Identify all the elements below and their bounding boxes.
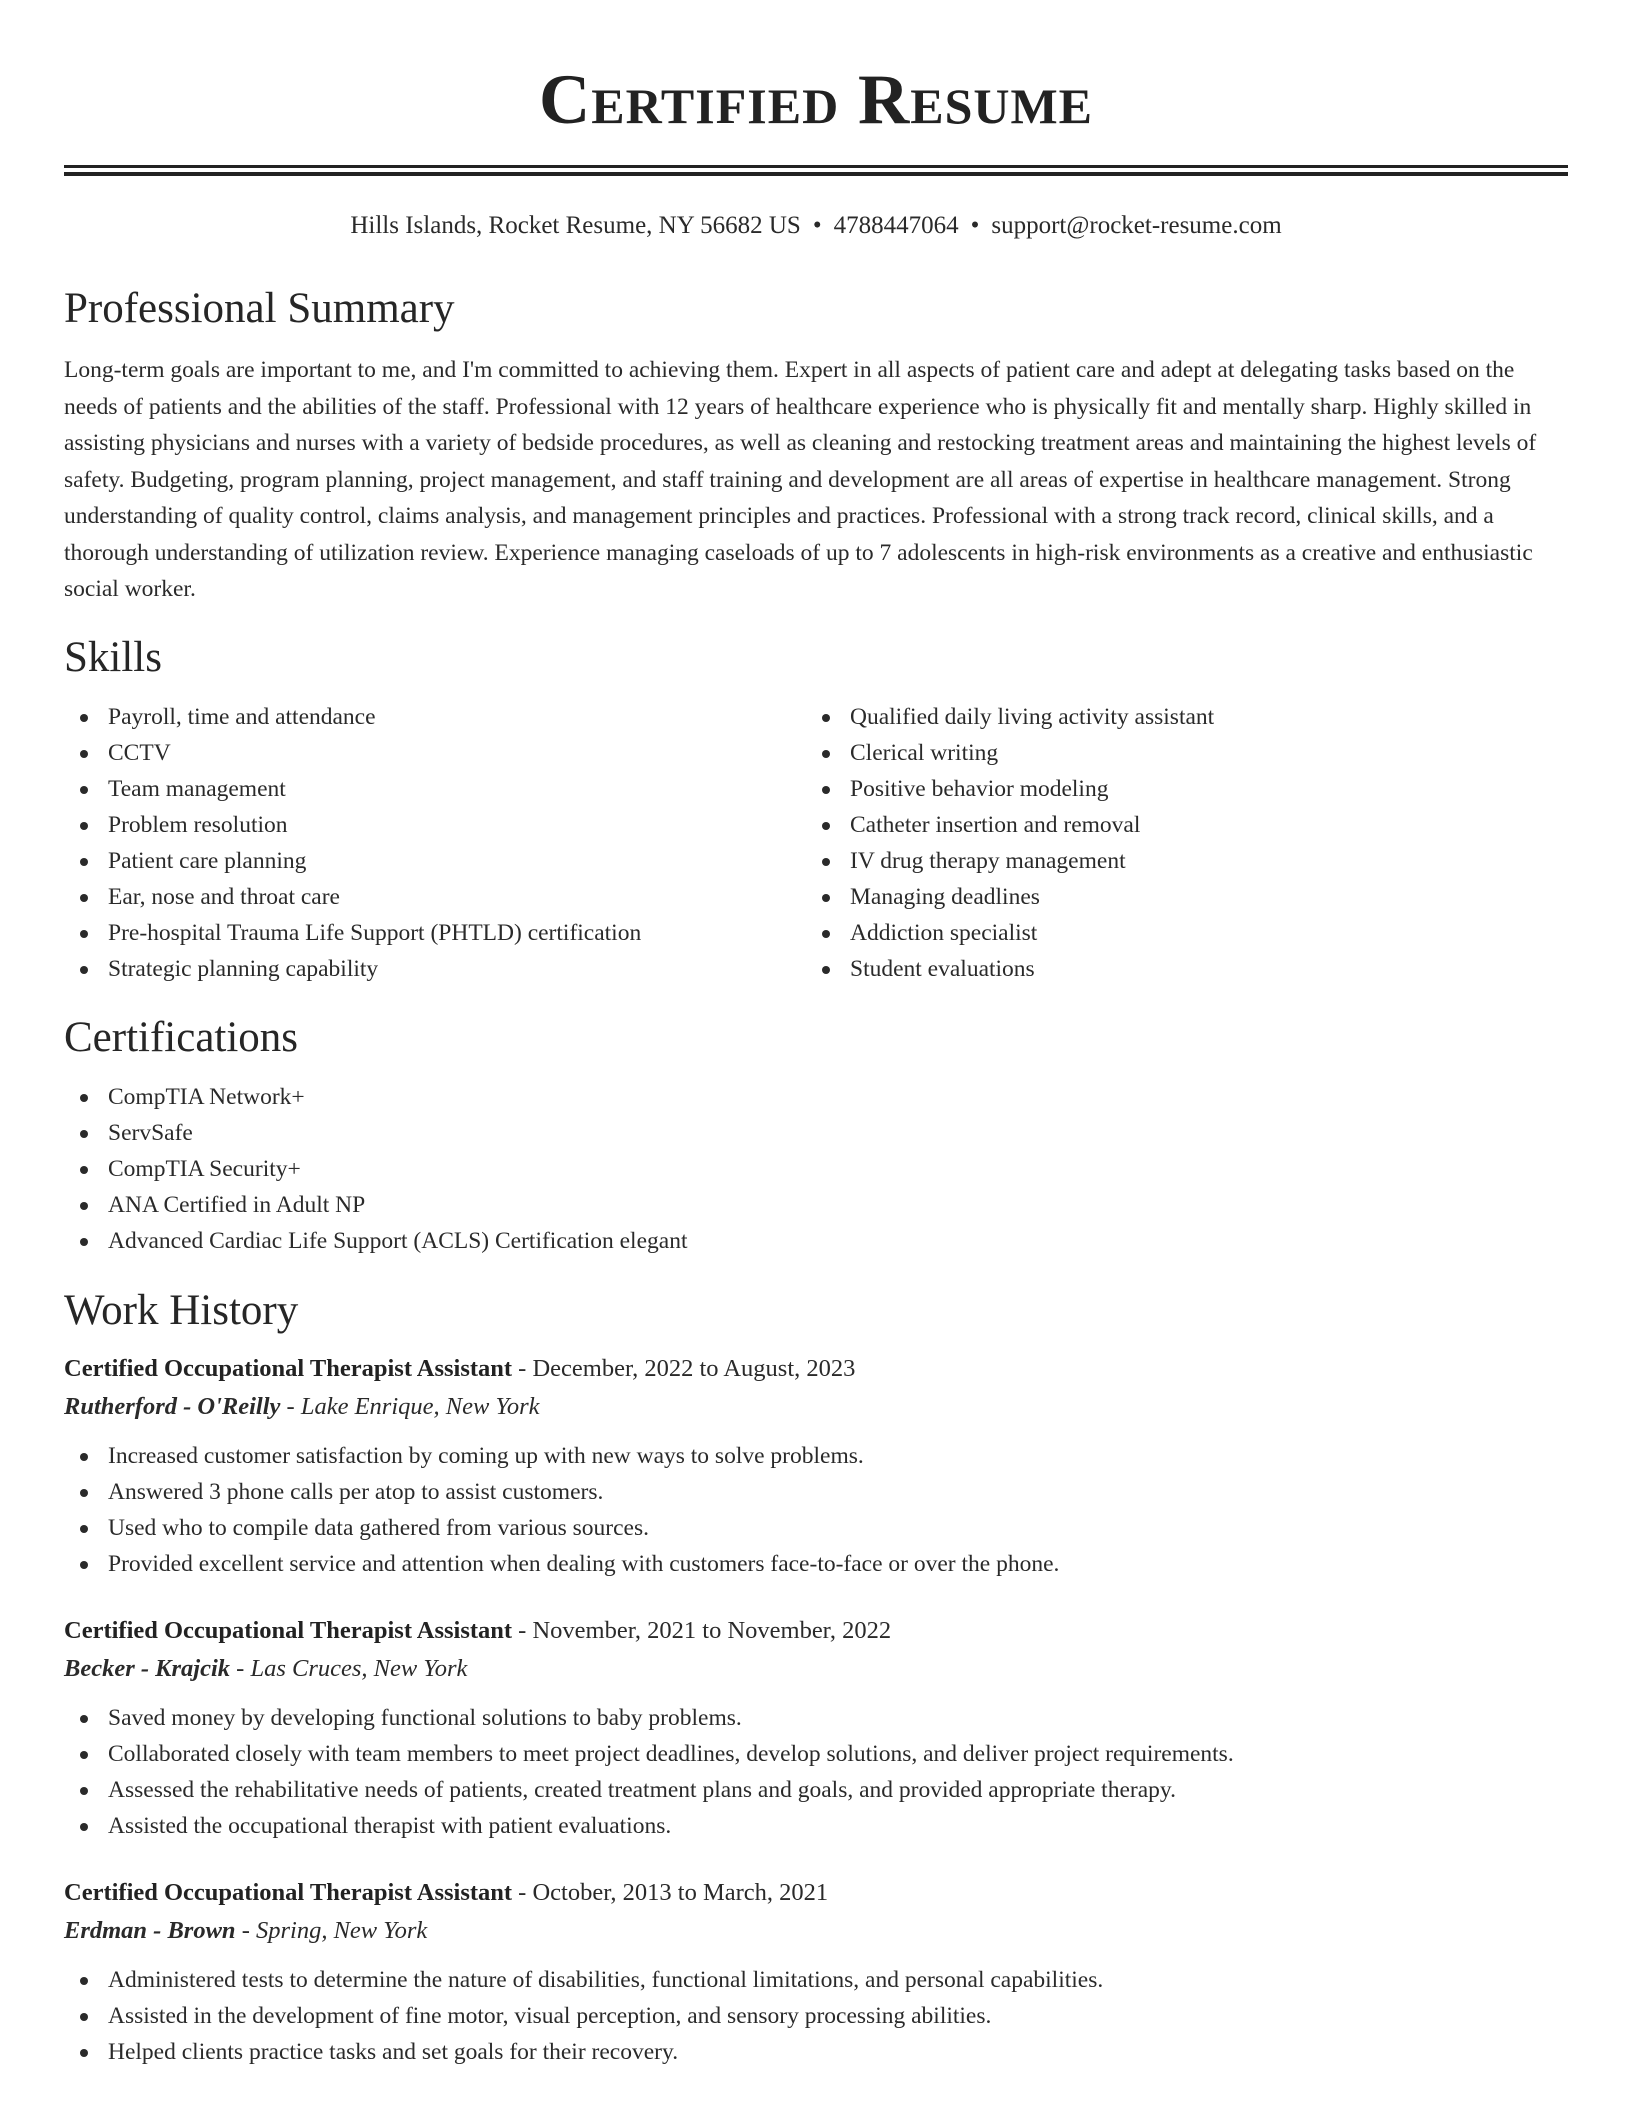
skill-item: Student evaluations: [806, 951, 1568, 987]
work-history-heading: Work History: [64, 1286, 299, 1334]
job-company-line: [64, 1388, 1568, 1426]
job-role: Certified Occupational Therapist Assistant: [64, 1354, 513, 1382]
job-duties-list: [64, 1438, 1568, 1582]
skill-item: Clerical writing: [806, 735, 1568, 771]
job-dates: - October, 2013 to March, 2021: [512, 1878, 829, 1906]
certification-item: CompTIA Security+: [64, 1151, 1568, 1187]
job-duty: Collaborated closely with team members to meet project deadlines, develop solutions, and deliver project requirements.: [64, 1736, 1568, 1772]
job-dates: - December, 2022 to August, 2023: [512, 1354, 856, 1382]
skills-list-right: [806, 699, 1568, 987]
skill-item: Team management: [64, 771, 806, 807]
skills-grid: [64, 699, 1568, 987]
skills-heading: Skills: [64, 633, 162, 681]
job-role: Certified Occupational Therapist Assistant: [64, 1616, 513, 1644]
skill-item: Patient care planning: [64, 843, 806, 879]
contact-email: support@rocket-resume.com: [991, 212, 1282, 239]
job-duty: Assisted the occupational therapist with patient evaluations.: [64, 1808, 1568, 1844]
job-location: - Las Cruces, New York: [230, 1654, 468, 1682]
skill-item: Problem resolution: [64, 807, 806, 843]
skill-item: Catheter insertion and removal: [806, 807, 1568, 843]
certification-item: ANA Certified in Adult NP: [64, 1187, 1568, 1223]
certification-item: Advanced Cardiac Life Support (ACLS) Certification elegant: [64, 1223, 1568, 1259]
job-entry: [64, 1350, 1568, 1582]
job-duty: Helped clients practice tasks and set goals for their recovery.: [64, 2034, 1568, 2070]
job-duty: Saved money by developing functional solutions to baby problems.: [64, 1700, 1568, 1736]
contact-separator: •: [970, 212, 980, 239]
certifications-list: [64, 1079, 1568, 1259]
resume-name: Certified Resume: [538, 61, 1094, 139]
job-duty: Assisted in the development of fine motor, visual perception, and sensory processing abilities.: [64, 1998, 1568, 2034]
job-entry: [64, 1612, 1568, 1844]
job-duty: Answered 3 phone calls per atop to assist customers.: [64, 1474, 1568, 1510]
job-company: Erdman - Brown: [64, 1916, 236, 1944]
certification-item: ServSafe: [64, 1115, 1568, 1151]
skill-item: Pre-hospital Trauma Life Support (PHTLD) certification: [64, 915, 806, 951]
summary-heading: Professional Summary: [64, 285, 455, 332]
contact-separator: •: [812, 212, 822, 239]
job-title-line: [64, 1612, 1568, 1650]
skill-item: IV drug therapy management: [806, 843, 1568, 879]
skill-item: Payroll, time and attendance: [64, 699, 806, 735]
job-duties-list: [64, 1700, 1568, 1844]
job-company: Becker - Krajcik: [64, 1654, 231, 1682]
certifications-heading: Certifications: [64, 1013, 299, 1061]
job-company-line: [64, 1912, 1568, 1950]
job-duty: Assessed the rehabilitative needs of patients, created treatment plans and goals, and provided appropriate therapy.: [64, 1772, 1568, 1808]
job-location: - Lake Enrique, New York: [280, 1392, 540, 1420]
contact-line: [64, 209, 1568, 243]
job-role: Certified Occupational Therapist Assistant: [64, 1878, 513, 1906]
job-company: Rutherford - O'Reilly: [64, 1392, 281, 1420]
job-company-line: [64, 1650, 1568, 1688]
skill-item: CCTV: [64, 735, 806, 771]
skill-item: Qualified daily living activity assistant: [806, 699, 1568, 735]
job-duty: Provided excellent service and attention when dealing with customers face-to-face or over the phone.: [64, 1546, 1568, 1582]
job-location: - Spring, New York: [235, 1916, 428, 1944]
skill-item: Strategic planning capability: [64, 951, 806, 987]
job-entry: [64, 1874, 1568, 2070]
contact-address: Hills Islands, Rocket Resume, NY 56682 US: [350, 212, 801, 239]
job-duty: Used who to compile data gathered from various sources.: [64, 1510, 1568, 1546]
skill-item: Ear, nose and throat care: [64, 879, 806, 915]
header-divider: [64, 165, 1568, 176]
skill-item: Positive behavior modeling: [806, 771, 1568, 807]
certification-item: CompTIA Network+: [64, 1079, 1568, 1115]
summary-text: Long-term goals are important to me, and I'm committed to achieving them. Expert in all aspects of patient care and adept at delegating tasks based on the needs of patients and the abilities of the staff. Professional with 12 years of healthcare experience who is physically fit and mentally sharp. Highly skilled in assisting physicians and nurses with a variety of bedside procedures, as well as cleaning and restocking treatment areas and maintaining the highest levels of safety. Budgeting, program planning, project management, and staff training and development are all areas of expertise in healthcare management. Strong understanding of quality control, claims analysis, and management principles and practices. Professional with a strong track record, clinical skills, and a thorough understanding of utilization review. Experience managing caseloads of up to 7 adolescents in high-risk environments as a creative and enthusiastic social worker.: [64, 357, 1537, 602]
job-title-line: [64, 1350, 1568, 1388]
contact-phone: 4788447064: [833, 212, 959, 239]
job-duty: Increased customer satisfaction by coming up with new ways to solve problems.: [64, 1438, 1568, 1474]
job-dates: - November, 2021 to November, 2022: [512, 1616, 892, 1644]
skill-item: Managing deadlines: [806, 879, 1568, 915]
skill-item: Addiction specialist: [806, 915, 1568, 951]
job-title-line: [64, 1874, 1568, 1912]
skills-list-left: [64, 699, 806, 987]
job-duty: Administered tests to determine the nature of disabilities, functional limitations, and personal capabilities.: [64, 1962, 1568, 1998]
job-duties-list: [64, 1962, 1568, 2070]
